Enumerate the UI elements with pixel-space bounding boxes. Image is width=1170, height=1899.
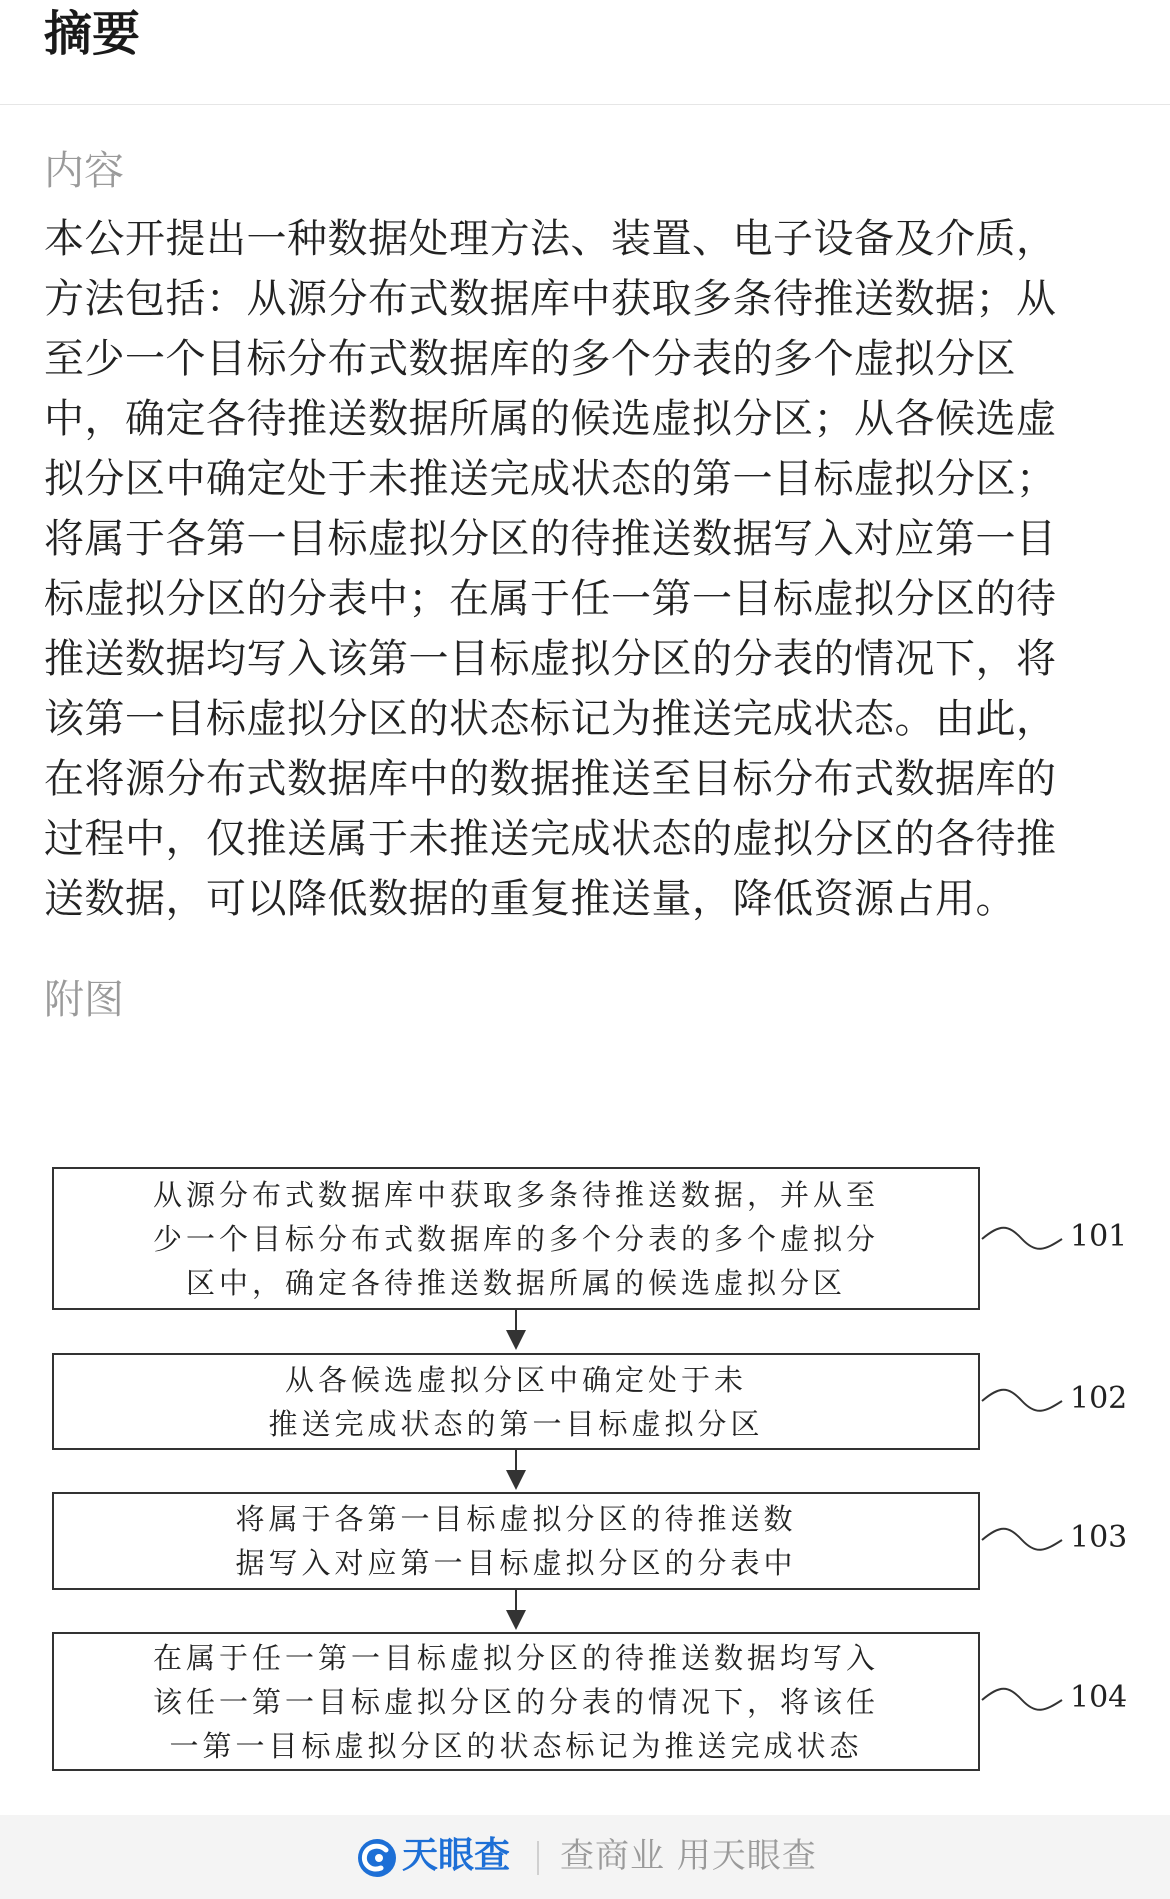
abstract-line: 送数据，可以降低数据的重复推送量，降低资源占用。	[44, 876, 1016, 922]
step-text-line: 据写入对应第一目标虚拟分区的分表中	[235, 1546, 797, 1580]
abstract-line: 将属于各第一目标虚拟分区的待推送数据写入对应第一目	[44, 516, 1057, 562]
step-ref-103: 103	[1070, 1520, 1128, 1555]
step-box-103	[52, 1492, 980, 1590]
step-ref-104: 104	[1070, 1680, 1128, 1715]
content-section-label: 内容	[44, 148, 124, 194]
abstract-line: 该第一目标虚拟分区的状态标记为推送完成状态。由此，	[44, 696, 1057, 742]
step-box-101	[52, 1167, 980, 1310]
leader-104	[982, 1689, 1062, 1710]
brand-divider	[537, 1841, 539, 1875]
leader-101	[982, 1228, 1062, 1249]
figure-section-label: 附图	[44, 977, 124, 1023]
page-header	[0, 0, 1170, 105]
step-text-line: 将属于各第一目标虚拟分区的待推送数	[235, 1502, 797, 1536]
abstract-line: 中，确定各待推送数据所属的候选虚拟分区；从各候选虚	[44, 396, 1057, 442]
brand-slogan: 查商业 用天眼查	[560, 1836, 817, 1876]
footer-brand-bar	[0, 1815, 1170, 1899]
tianyancha-logo-icon	[356, 1837, 398, 1879]
step-ref-102: 102	[1070, 1381, 1128, 1416]
step-text-line: 该任一第一目标虚拟分区的分表的情况下，将该任	[152, 1684, 879, 1719]
step-text-line: 少一个目标分布式数据库的多个分表的多个虚拟分	[152, 1221, 879, 1256]
abstract-line: 至少一个目标分布式数据库的多个分表的多个虚拟分区	[44, 336, 1016, 382]
step-text-line: 从各候选虚拟分区中确定处于未	[284, 1362, 747, 1397]
step-text-line: 一第一目标虚拟分区的状态标记为推送完成状态	[169, 1728, 863, 1763]
flowchart	[0, 1140, 1170, 1800]
step-box-104	[52, 1632, 980, 1771]
abstract-line: 本公开提出一种数据处理方法、装置、电子设备及介质，	[44, 216, 1057, 262]
leader-102	[982, 1390, 1062, 1411]
brand-name: 天眼查	[402, 1835, 511, 1876]
leader-103	[982, 1529, 1062, 1550]
step-text-line: 在属于任一第一目标虚拟分区的待推送数据均写入	[152, 1640, 879, 1675]
abstract-text	[44, 209, 1134, 929]
abstract-line: 推送数据均写入该第一目标虚拟分区的分表的情况下，将	[44, 636, 1057, 682]
step-ref-101: 101	[1070, 1219, 1128, 1254]
step-box-102	[52, 1353, 980, 1450]
abstract-line: 方法包括：从源分布式数据库中获取多条待推送数据；从	[44, 276, 1057, 322]
abstract-line: 拟分区中确定处于未推送完成状态的第一目标虚拟分区；	[44, 456, 1057, 502]
abstract-line: 标虚拟分区的分表中；在属于任一第一目标虚拟分区的待	[44, 576, 1057, 622]
step-text-line: 区中，确定各待推送数据所属的候选虚拟分区	[185, 1265, 846, 1300]
step-text-line: 从源分布式数据库中获取多条待推送数据，并从至	[152, 1177, 879, 1212]
page-title: 摘要	[44, 6, 141, 62]
step-text-line: 推送完成状态的第一目标虚拟分区	[268, 1406, 764, 1441]
abstract-line: 过程中，仅推送属于未推送完成状态的虚拟分区的各待推	[44, 816, 1057, 862]
abstract-line: 在将源分布式数据库中的数据推送至目标分布式数据库的	[44, 756, 1057, 802]
